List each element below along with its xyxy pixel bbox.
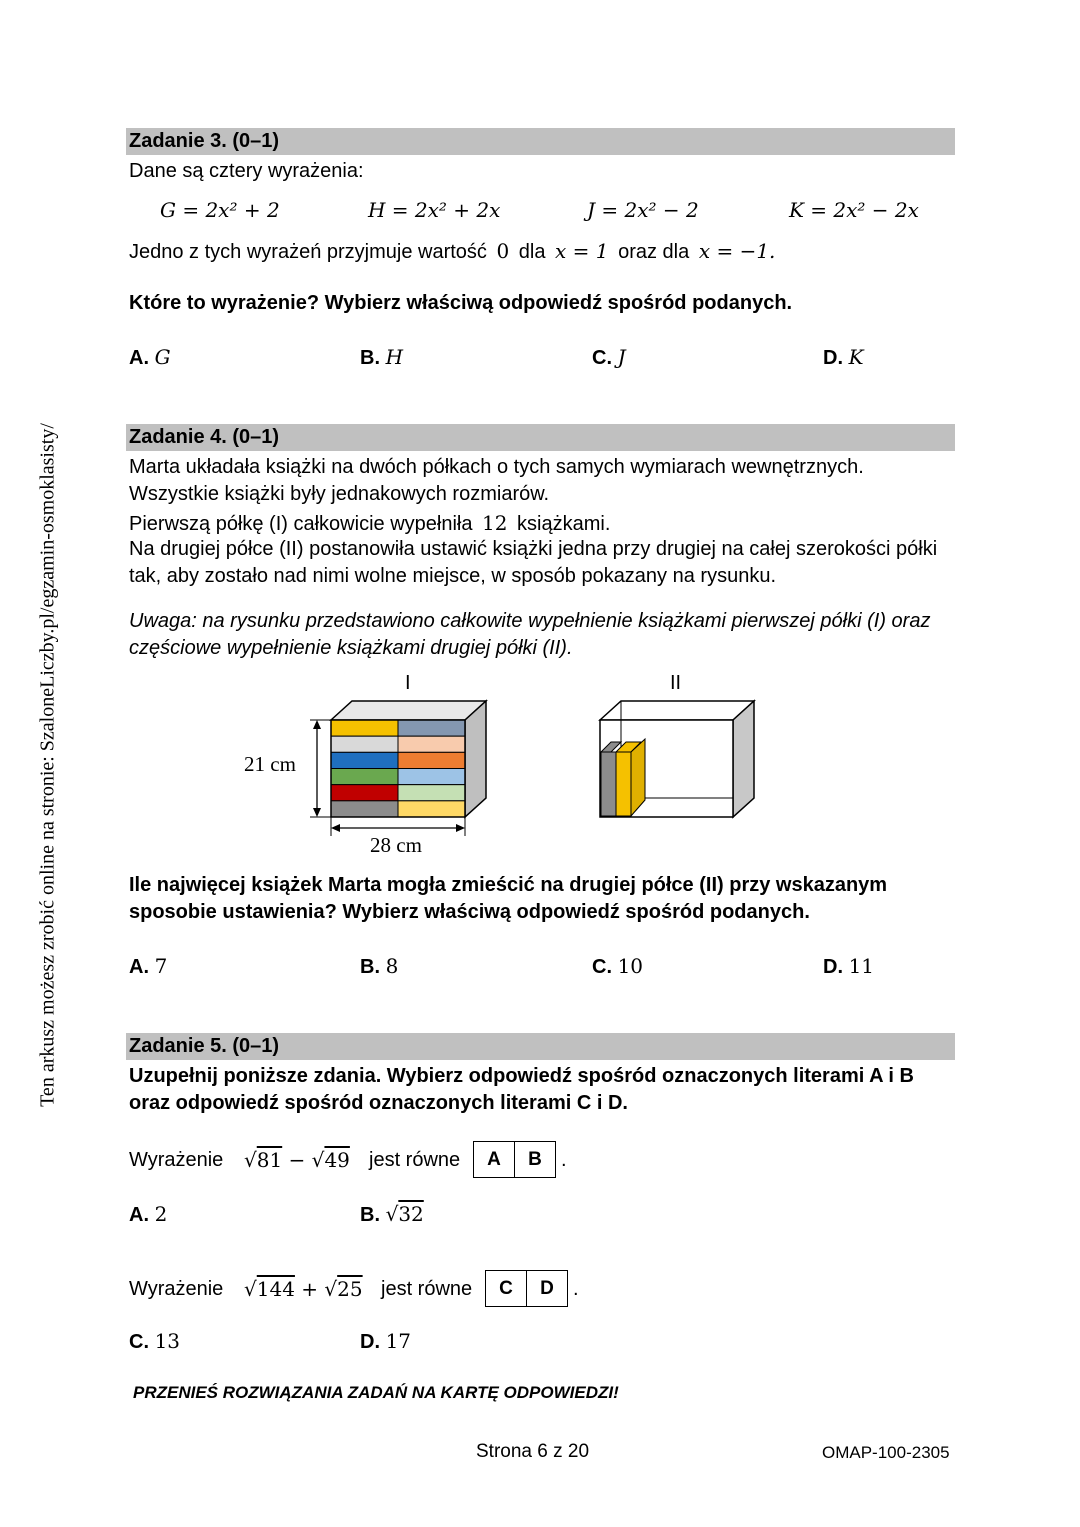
box-d[interactable]: D [526,1271,567,1306]
option-c[interactable]: C. 13 [129,1329,181,1353]
box-a[interactable]: A [487,1148,501,1170]
sentence2-period: . [573,1278,579,1300]
task5-header: Zadanie 5. (0–1) [129,1035,280,1057]
task4-line4: Na drugiej półce (II) postanowiła ustawić książki jedna przy drugiej na całej szerokości półki [129,538,938,560]
task3-answer-d[interactable]: D. K [823,345,864,369]
book [331,752,398,768]
sentence2-equals: jest równe [381,1278,473,1300]
shelf-label-i: I [405,672,411,694]
task4-line5: tak, aby zostało nad nimi wolne miejsce, w sposób pokazany na rysunku. [129,565,777,587]
task4-header: Zadanie 4. (0–1) [129,426,280,448]
box-b[interactable]: B [514,1142,555,1177]
exam-code: OMAP-100-2305 [822,1443,950,1462]
task3-answer-a[interactable]: A. G [129,345,171,369]
task3-header: Zadanie 3. (0–1) [129,130,280,152]
expr-k: K = 2x² − 2x [789,198,919,222]
shelf-ii [600,701,754,817]
sentence1-period: . [561,1149,567,1171]
book [398,769,465,785]
sentence2-word: Wyrażenie [129,1278,224,1300]
task4-note2: częściowe wypełnienie książkami drugiej półki (II). [129,637,573,659]
option-a[interactable]: A. 2 [129,1202,168,1226]
book [398,736,465,752]
option-b[interactable]: B. √32 [360,1202,424,1226]
task4-question-2: sposobie ustawienia? Wybierz właściwą odpowiedź spośród podanych. [129,901,810,923]
book [331,769,398,785]
sentence1-equals: jest równe [369,1149,461,1171]
task5-instruction-1: Uzupełnij poniższe zdania. Wybierz odpowiedź spośród oznaczonych literami A i B [129,1065,914,1087]
task4-line1: Marta układała książki na dwóch półkach o tych samych wymiarach wewnętrznych. [129,456,864,478]
task4-line2: Wszystkie książki były jednakowych rozmiarów. [129,483,550,505]
sentence2-expression: √144 + √25 [244,1277,363,1301]
book [398,752,465,768]
task5-instruction-2: oraz odpowiedź spośród oznaczonych literami C i D. [129,1092,628,1114]
task4-note1: Uwaga: na rysunku przedstawiono całkowite wypełnienie książkami pierwszej półki (I) oraz [129,610,931,632]
task3-question: Które to wyrażenie? Wybierz właściwą odpowiedź spośród podanych. [129,292,793,314]
expr-g: G = 2x² + 2 [160,198,280,222]
task4-answer-a[interactable]: A. 7 [129,954,168,978]
task3-answer-c[interactable]: C. J [592,345,626,369]
answer-box-cd[interactable] [485,1270,568,1307]
option-d[interactable]: D. 17 [360,1329,412,1353]
book [398,720,465,736]
book [331,801,398,817]
shelf-label-ii: II [670,672,682,694]
book [331,736,398,752]
task5-header-bar [126,1033,955,1060]
task3-intro: Dane są cztery wyrażenia: [129,160,364,182]
box-c[interactable]: C [499,1277,513,1299]
shelf-i [310,701,486,836]
book [398,785,465,801]
book [331,785,398,801]
task4-line3: Pierwszą półkę (I) całkowicie wypełniła 12 książkami. [129,511,611,535]
expr-j: J = 2x² − 2 [587,198,699,222]
page-number: Strona 6 z 20 [476,1441,590,1462]
task4-answer-d[interactable]: D. 11 [823,954,875,978]
height-label: 21 cm [244,752,296,776]
task3-answer-b[interactable]: B. H [360,345,404,369]
task3-condition: Jedno z tych wyrażeń przyjmuje wartość 0 dla x = 1 oraz dla x = −1. [129,239,776,263]
expr-h: H = 2x² + 2x [368,198,501,222]
sentence1-word: Wyrażenie [129,1149,224,1171]
book [331,720,398,736]
sentence1-expression: √81 − √49 [244,1148,350,1172]
answer-box-ab[interactable] [473,1141,556,1178]
task4-answer-b[interactable]: B. 8 [360,954,399,978]
width-label: 28 cm [370,833,422,857]
task4-question-1: Ile najwięcej książek Marta mogła zmieścić na drugiej półce (II) przy wskazanym [129,874,888,896]
task4-answer-c[interactable]: C. 10 [592,954,644,978]
book [398,801,465,817]
sidebar-note: Ten arkusz możesz zrobić online na stronie: SzaloneLiczby.pl/egzamin-osmoklasisty/ [36,423,59,1107]
transfer-notice: PRZENIEŚ ROZWIĄZANIA ZADAŃ NA KARTĘ ODPOWIEDZI! [133,1383,619,1402]
